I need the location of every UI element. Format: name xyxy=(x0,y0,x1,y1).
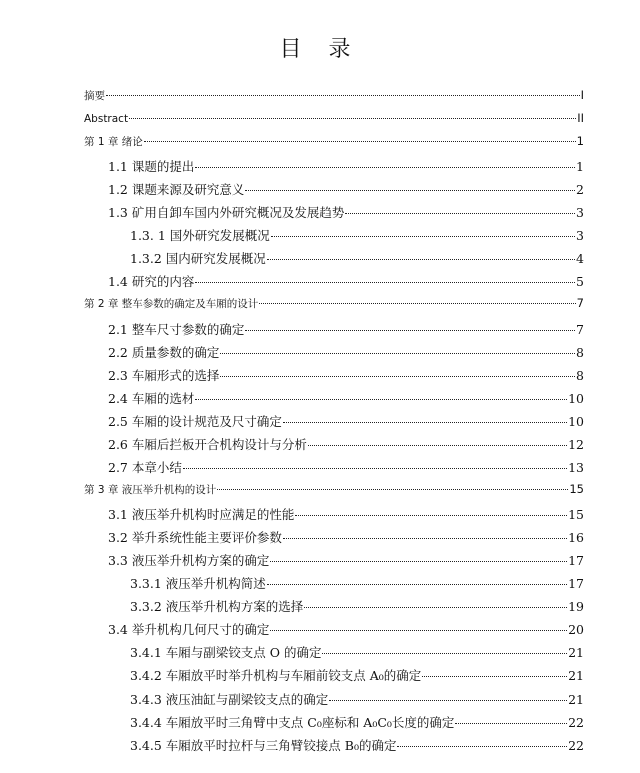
toc-leader-dots xyxy=(322,653,567,654)
toc-entry[interactable] xyxy=(108,203,584,221)
toc-leader-dots xyxy=(422,676,567,677)
toc-entry-page-number: 12 xyxy=(568,437,584,452)
toc-entry-label: 2.2 质量参数的确定 xyxy=(108,345,220,360)
toc-entry-label: 第 1 章 绪论 xyxy=(84,136,143,148)
toc-entry[interactable] xyxy=(130,574,584,592)
toc-leader-dots xyxy=(267,259,575,260)
toc-entry-page-number: 13 xyxy=(568,460,584,475)
toc-entry-label: 2.6 车厢后拦板开合机构设计与分析 xyxy=(108,437,307,452)
toc-leader-dots xyxy=(245,330,575,331)
toc-entry-label: Abstract xyxy=(84,113,129,125)
toc-entry-label: 3.4.3 液压油缸与副梁铰支点的确定 xyxy=(130,692,329,707)
toc-entry-label: 2.1 整车尺寸参数的确定 xyxy=(108,322,245,337)
toc-entry[interactable] xyxy=(108,157,584,175)
page-title: 目 录 xyxy=(279,37,361,62)
toc-leader-dots xyxy=(283,538,567,539)
toc-entry[interactable] xyxy=(84,296,584,311)
toc-entry-page-number: 17 xyxy=(568,576,584,591)
toc-entry-label: 3.3.2 液压举升机构方案的选择 xyxy=(130,599,304,614)
toc-entry[interactable] xyxy=(108,458,584,476)
toc-entry-label: 2.4 车厢的选材 xyxy=(108,391,195,406)
toc-entry[interactable] xyxy=(130,690,584,708)
toc-entry-label: 1.2 课题来源及研究意义 xyxy=(108,182,245,197)
toc-leader-dots xyxy=(270,561,567,562)
toc-entry-page-number: 3 xyxy=(576,205,584,220)
toc-entry[interactable] xyxy=(130,713,584,731)
toc-entry-label: 1.3.2 国内研究发展概况 xyxy=(130,251,266,266)
toc-entry-label: 第 3 章 液压举升机构的设计 xyxy=(84,484,217,496)
toc-leader-dots xyxy=(220,376,575,377)
toc-entry-label: 1.1 课题的提出 xyxy=(108,159,195,174)
toc-entry[interactable] xyxy=(108,389,584,407)
toc-entry[interactable] xyxy=(108,551,584,569)
toc-entry-page-number: 19 xyxy=(568,599,584,614)
toc-entry-label: 2.5 车厢的设计规范及尺寸确定 xyxy=(108,414,282,429)
toc-entry[interactable] xyxy=(108,343,584,361)
toc-entry-label: 3.1 液压举升机构时应满足的性能 xyxy=(108,507,295,522)
toc-entry-page-number: 21 xyxy=(568,668,584,683)
toc-leader-dots xyxy=(345,213,575,214)
toc-entry[interactable] xyxy=(108,435,584,453)
toc-entry[interactable] xyxy=(130,597,584,615)
toc-entry-page-number: I xyxy=(580,88,584,102)
toc-entry-label: 3.4.4 车厢放平时三角臂中支点 C₀座标和 A₀C₀长度的确定 xyxy=(130,715,455,730)
toc-leader-dots xyxy=(144,141,576,142)
toc-entry[interactable] xyxy=(108,412,584,430)
toc-entry-label: 1.4 研究的内容 xyxy=(108,274,195,289)
toc-leader-dots xyxy=(455,723,567,724)
toc-entry[interactable] xyxy=(84,134,584,149)
toc-entry-page-number: 7 xyxy=(576,296,584,310)
toc-entry[interactable] xyxy=(84,88,584,103)
toc-entry-page-number: 10 xyxy=(568,391,584,406)
toc-entry-label: 3.4.2 车厢放平时举升机构与车厢前铰支点 A₀的确定 xyxy=(130,668,422,683)
toc-leader-dots xyxy=(259,303,575,304)
toc-entry-page-number: 17 xyxy=(568,553,584,568)
toc-leader-dots xyxy=(220,353,575,354)
toc-entry[interactable] xyxy=(108,320,584,338)
toc-leader-dots xyxy=(271,236,575,237)
toc-entry-label: 1.3 矿用自卸车国内外研究概况及发展趋势 xyxy=(108,205,345,220)
toc-entry[interactable] xyxy=(108,528,584,546)
toc-entry[interactable] xyxy=(130,643,584,661)
toc-entry-page-number: 3 xyxy=(576,228,584,243)
toc-leader-dots xyxy=(195,282,575,283)
toc-entry-page-number: 20 xyxy=(568,622,584,637)
toc-entry[interactable] xyxy=(130,226,584,244)
toc-entry-page-number: 21 xyxy=(568,645,584,660)
toc-entry-label: 3.3 液压举升机构方案的确定 xyxy=(108,553,270,568)
toc-entry-page-number: 15 xyxy=(569,482,584,496)
toc-entry[interactable] xyxy=(108,505,584,523)
toc-leader-dots xyxy=(129,118,576,119)
toc-entry-label: 3.2 举升系统性能主要评价参数 xyxy=(108,530,282,545)
toc-entry-page-number: 21 xyxy=(568,692,584,707)
toc-entry-page-number: 4 xyxy=(576,251,584,266)
toc-leader-dots xyxy=(397,746,567,747)
toc-entry-label: 2.7 本章小结 xyxy=(108,460,182,475)
toc-entry-page-number: II xyxy=(577,111,584,125)
toc-entry[interactable] xyxy=(130,736,584,754)
toc-entry[interactable] xyxy=(108,620,584,638)
toc-entry[interactable] xyxy=(84,482,584,497)
toc-leader-dots xyxy=(106,95,580,96)
toc-leader-dots xyxy=(195,167,575,168)
toc-leader-dots xyxy=(283,422,567,423)
toc-entry[interactable] xyxy=(84,111,584,125)
toc-entry-page-number: 16 xyxy=(568,530,584,545)
toc-entry-page-number: 5 xyxy=(576,274,584,289)
toc-leader-dots xyxy=(308,445,567,446)
toc-entry[interactable] xyxy=(130,249,584,267)
toc-entry-page-number: 1 xyxy=(576,159,584,174)
toc-entry-label: 3.4 举升机构几何尺寸的确定 xyxy=(108,622,270,637)
toc-entry[interactable] xyxy=(108,366,584,384)
toc-leader-dots xyxy=(295,515,567,516)
toc-leader-dots xyxy=(329,700,567,701)
toc-entry-page-number: 22 xyxy=(568,715,584,730)
toc-entry-label: 摘要 xyxy=(84,90,105,102)
toc-entry-label: 3.3.1 液压举升机构简述 xyxy=(130,576,266,591)
toc-entry-page-number: 8 xyxy=(576,368,584,383)
toc-entry-label: 2.3 车厢形式的选择 xyxy=(108,368,220,383)
toc-leader-dots xyxy=(217,489,568,490)
toc-entry-page-number: 15 xyxy=(568,507,584,522)
toc-leader-dots xyxy=(245,190,575,191)
toc-entry-page-number: 1 xyxy=(576,134,584,148)
toc-entry-page-number: 2 xyxy=(576,182,584,197)
toc-leader-dots xyxy=(304,607,567,608)
toc-entry-page-number: 22 xyxy=(568,738,584,753)
toc-entry[interactable] xyxy=(108,272,584,290)
toc-leader-dots xyxy=(270,630,567,631)
toc-leader-dots xyxy=(267,584,567,585)
toc-entry-page-number: 8 xyxy=(576,345,584,360)
toc-leader-dots xyxy=(183,468,567,469)
toc-entry[interactable] xyxy=(130,666,584,684)
toc-entry-label: 1.3. 1 国外研究发展概况 xyxy=(130,228,270,243)
toc-entry-page-number: 7 xyxy=(576,322,584,337)
toc-leader-dots xyxy=(195,399,567,400)
toc-entry[interactable] xyxy=(108,180,584,198)
toc-entry-page-number: 10 xyxy=(568,414,584,429)
toc-entry-label: 3.4.5 车厢放平时拉杆与三角臂铰接点 B₀的确定 xyxy=(130,738,397,753)
toc-entry-label: 3.4.1 车厢与副梁铰支点 O 的确定 xyxy=(130,645,322,660)
toc-entry-label: 第 2 章 整车参数的确定及车厢的设计 xyxy=(84,298,259,310)
